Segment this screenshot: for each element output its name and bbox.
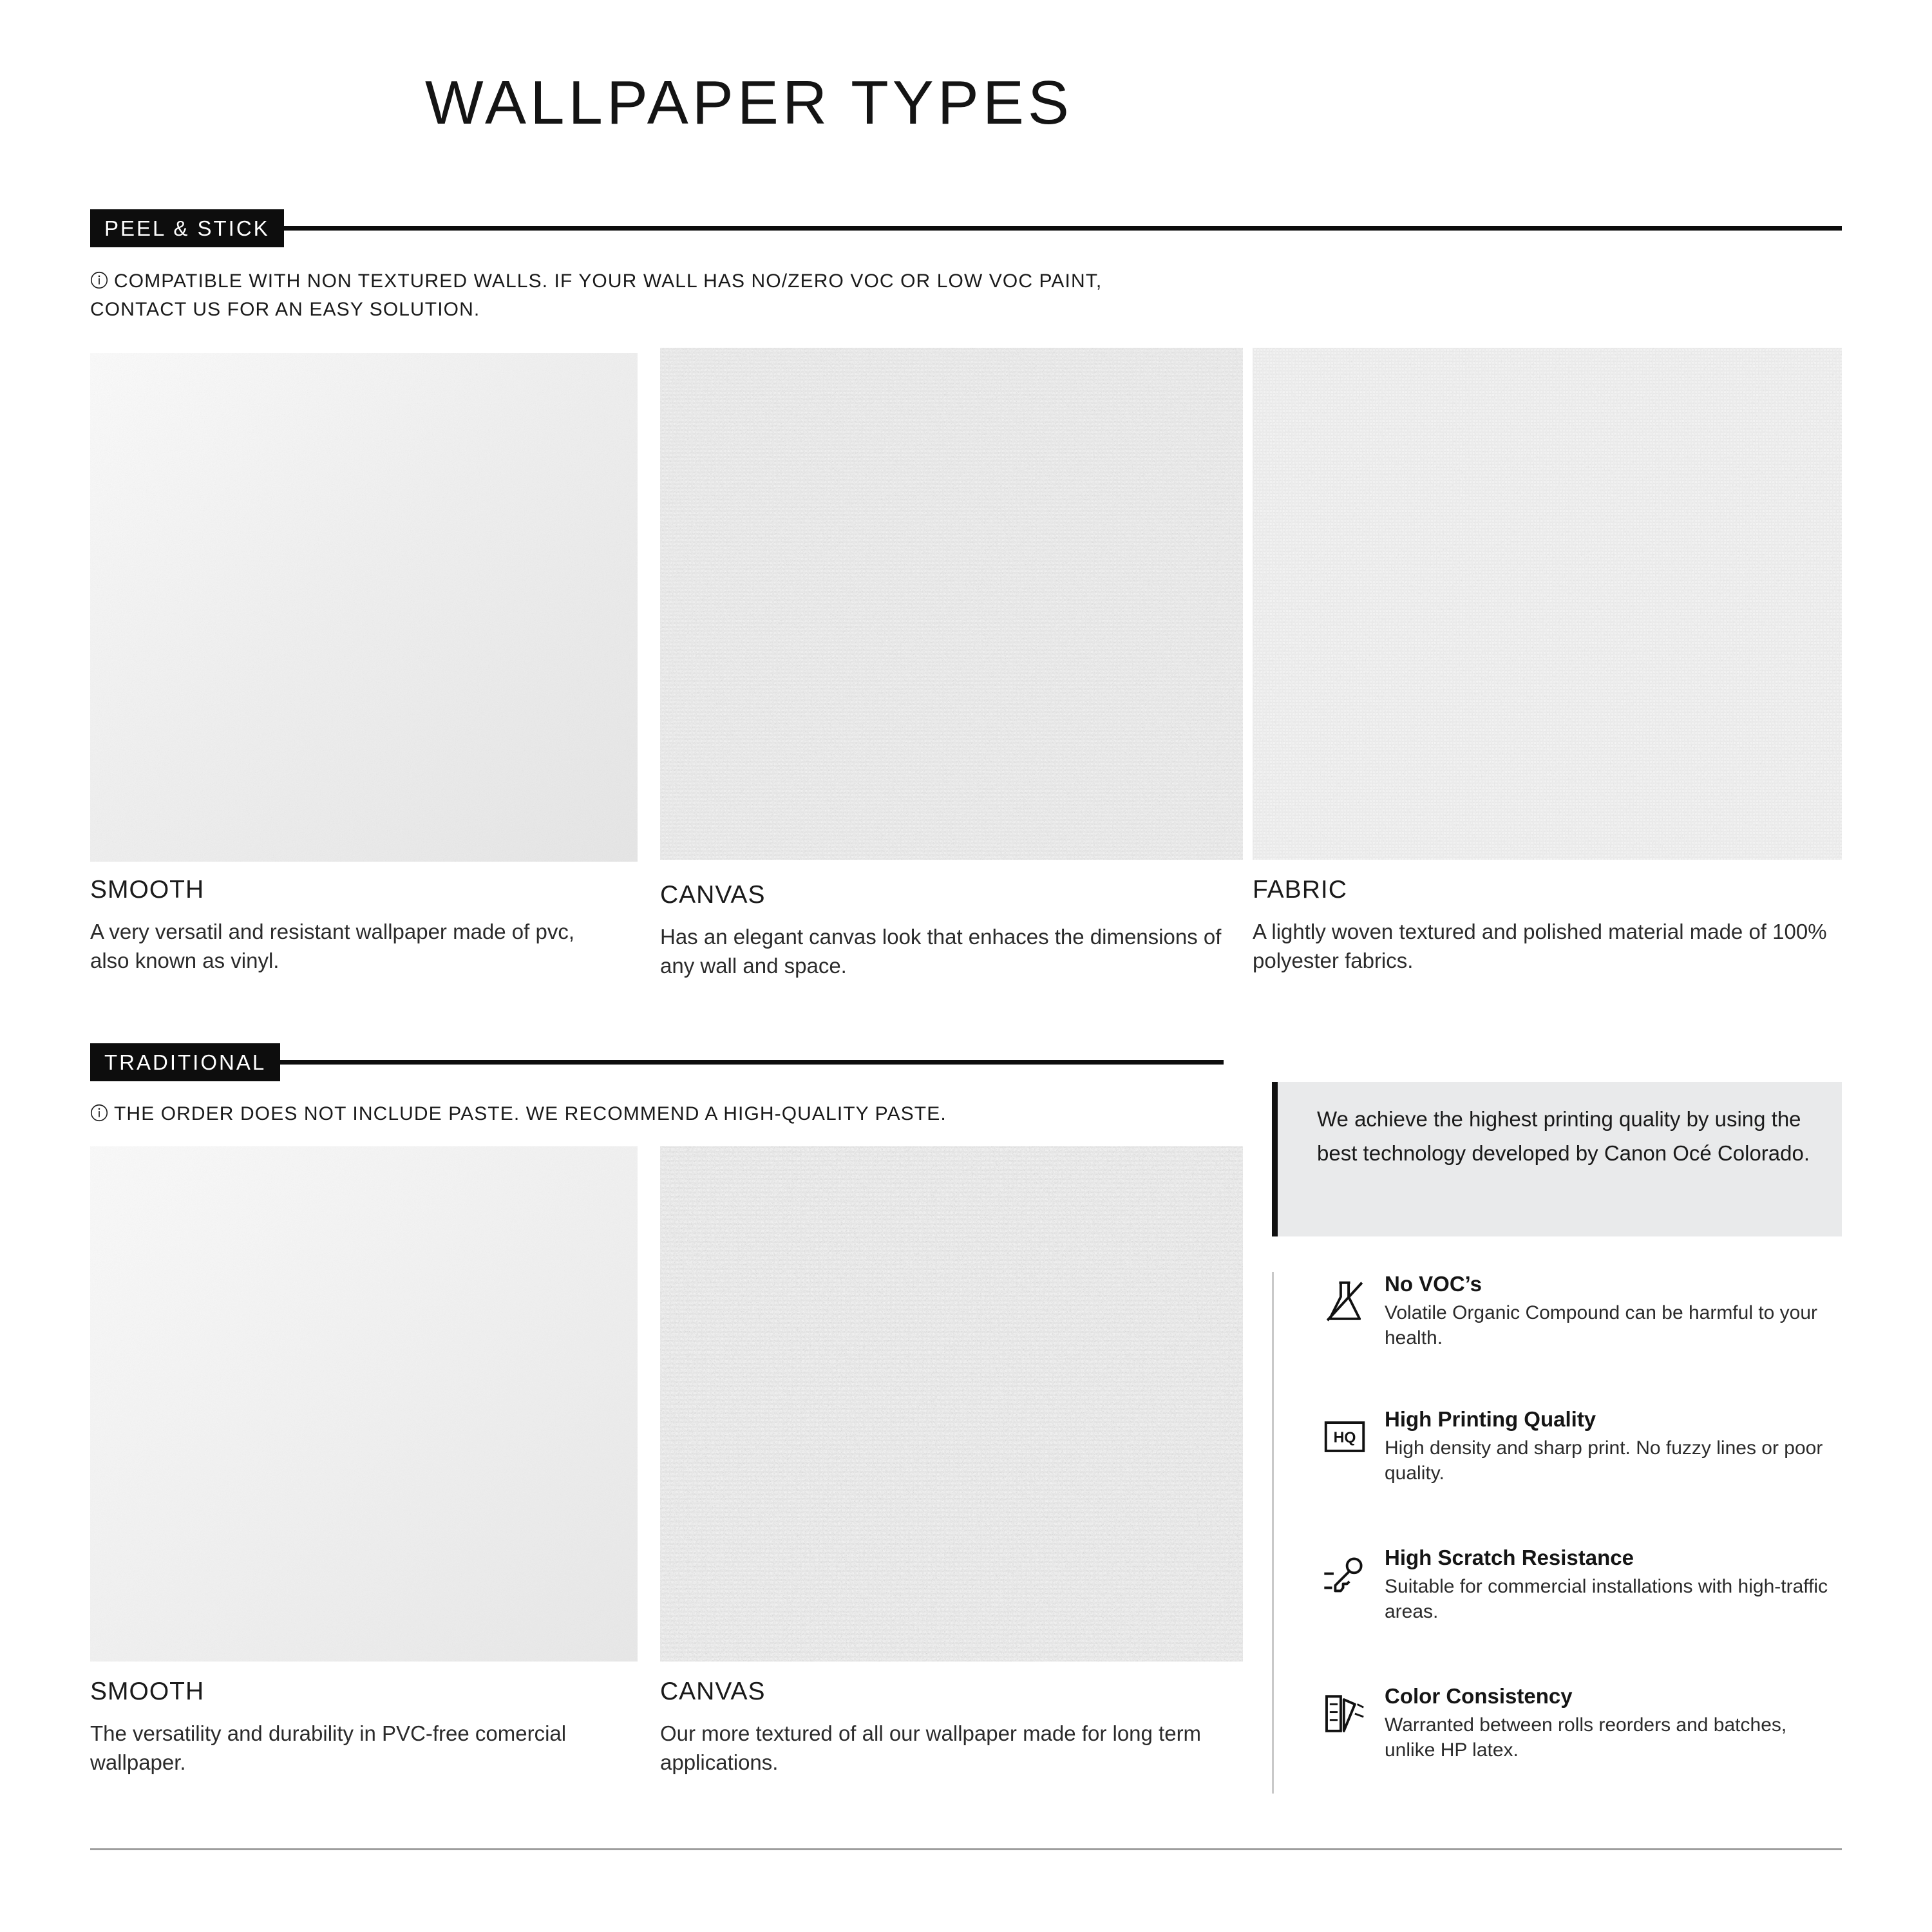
sample-title-fabric-ps: FABRIC — [1253, 876, 1347, 904]
feature-desc: Warranted between rolls reorders and batches, unlike HP latex. — [1385, 1714, 1787, 1761]
feature-color-consistency — [1314, 1684, 1842, 1763]
sample-desc-fabric-ps: A lightly woven textured and polished material made of 100% polyester fabrics. — [1253, 920, 1827, 972]
note-text-traditional: THE ORDER DOES NOT INCLUDE PASTE. WE RECOMMEND A HIGH-QUALITY PASTE. — [114, 1103, 947, 1124]
note-peel-stick — [90, 267, 1185, 323]
section-header-peel-stick — [90, 209, 1842, 247]
feature-divider — [1272, 1272, 1274, 1794]
section-rule — [284, 226, 1842, 231]
no-voc-flask-icon — [1314, 1272, 1376, 1331]
canvas-texture — [660, 348, 1243, 860]
sample-title-canvas-trad: CANVAS — [660, 1678, 766, 1705]
page-title: WALLPAPER TYPES — [425, 68, 1073, 137]
info-icon — [90, 269, 108, 287]
sample-desc-canvas-trad: Our more textured of all our wallpaper made for long term applications. — [660, 1721, 1202, 1774]
sample-desc-smooth-ps: A very versatil and resistant wallpaper made of pvc, also known as vinyl. — [90, 920, 575, 972]
hq-print-icon — [1314, 1407, 1376, 1466]
feature-title: High Scratch Resistance — [1385, 1546, 1634, 1569]
note-text-peel-stick: COMPATIBLE WITH NON TEXTURED WALLS. IF YOUR WALL HAS NO/ZERO VOC OR LOW VOC PAINT, CONTACT US FOR AN EASY SOLUTION. — [90, 270, 1103, 320]
smooth-texture — [90, 1146, 638, 1662]
sample-title-smooth-trad: SMOOTH — [90, 1678, 205, 1705]
fabric-texture — [1253, 348, 1842, 860]
svg-text:HQ: HQ — [1333, 1428, 1356, 1446]
swatch-canvas-traditional — [660, 1146, 1243, 1662]
feature-high-printing-quality — [1314, 1407, 1842, 1486]
sample-desc-smooth-trad: The versatility and durability in PVC-free comercial wallpaper. — [90, 1721, 567, 1774]
canvas-texture — [660, 1146, 1243, 1662]
bottom-rule — [90, 1848, 1842, 1850]
swatch-smooth-peel-stick — [90, 353, 638, 862]
swatch-fabric-peel-stick — [1253, 348, 1842, 860]
sample-desc-canvas-ps: Has an elegant canvas look that enhaces the dimensions of any wall and space. — [660, 925, 1222, 978]
section-header-traditional — [90, 1043, 1224, 1081]
feature-high-scratch-resistance — [1314, 1546, 1842, 1624]
feature-desc: Suitable for commercial installations with high-traffic areas. — [1385, 1576, 1828, 1622]
quote-text: We achieve the highest printing quality by using the best technology developed by Canon Océ Colorado. — [1317, 1107, 1810, 1165]
swatch-smooth-traditional — [90, 1146, 638, 1662]
sample-title-canvas-ps: CANVAS — [660, 881, 766, 909]
feature-desc: High density and sharp print. No fuzzy lines or poor quality. — [1385, 1437, 1823, 1484]
feature-title: No VOC’s — [1385, 1272, 1482, 1296]
scratch-resistance-key-icon — [1314, 1546, 1376, 1605]
feature-title: Color Consistency — [1385, 1684, 1573, 1708]
sample-title-smooth-ps: SMOOTH — [90, 876, 205, 904]
section-rule — [280, 1060, 1224, 1065]
section-tag-peel-stick: PEEL & STICK — [90, 209, 284, 247]
note-traditional — [90, 1100, 1224, 1128]
swatch-canvas-peel-stick — [660, 348, 1243, 860]
info-icon — [90, 1102, 108, 1120]
color-consistency-swatch-icon — [1314, 1684, 1376, 1743]
feature-no-voc — [1314, 1272, 1842, 1350]
section-tag-traditional: TRADITIONAL — [90, 1043, 280, 1081]
feature-title: High Printing Quality — [1385, 1407, 1596, 1431]
feature-desc: Volatile Organic Compound can be harmful to your health. — [1385, 1302, 1818, 1349]
smooth-texture — [90, 353, 638, 862]
